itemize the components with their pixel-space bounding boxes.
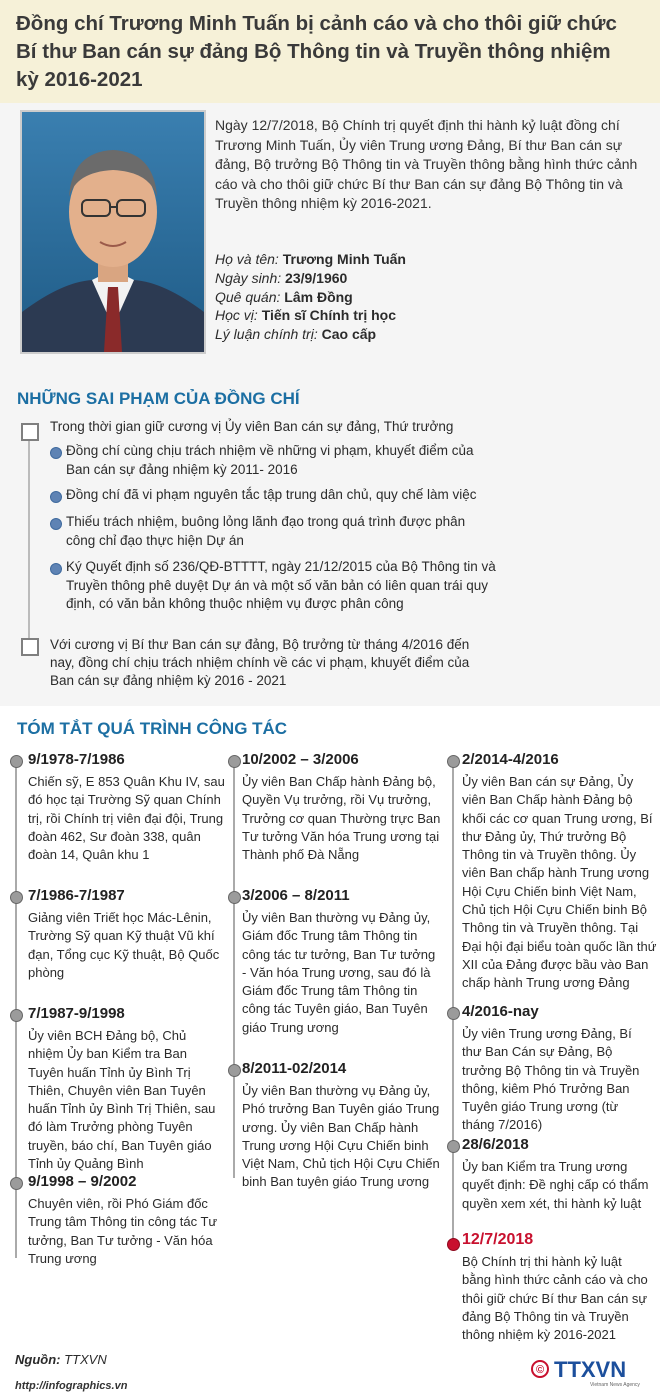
bio-row-birth: Ngày sinh: 23/9/1960	[215, 269, 348, 286]
bullet-icon	[50, 518, 62, 530]
violations-lead-2: Với cương vị Bí thư Ban cán sự đảng, Bộ trưởng từ tháng 4/2016 đến nay, đồng chí chịu trách nhiệm chính về các vi phạm, khuyết điểm của Ban cán sự đảng nhiệm kỳ 2016 - 2021	[50, 637, 470, 688]
career-period: 4/2016-nay	[462, 1003, 539, 1020]
career-entry	[242, 750, 447, 864]
violations-heading: NHỮNG SAI PHẠM CỦA ĐỒNG CHÍ	[17, 389, 300, 408]
career-entry	[28, 1004, 224, 1173]
logo-symbol: ©	[535, 1364, 545, 1376]
timeline-dot-highlight-icon	[447, 1238, 460, 1251]
career-text: Ủy viên Trung ương Đảng, Bí thư Ban Cán sự Đảng, Bộ trưởng Bộ Thông tin và Truyền thông, kiêm Phó Trưởng Ban Tuyên giáo Trung ương (từ tháng 7/2016)	[462, 1026, 640, 1133]
career-period: 3/2006 – 8/2011	[242, 887, 350, 904]
violations-connector-line	[28, 432, 30, 642]
ttxvn-logo	[530, 1353, 650, 1388]
bio-row-hometown: Quê quán: Lâm Đồng	[215, 288, 353, 305]
career-period: 8/2011-02/2014	[242, 1060, 347, 1077]
bullet-icon	[50, 563, 62, 575]
timeline-dot-icon	[447, 1140, 460, 1153]
career-entry	[28, 886, 226, 982]
career-text: Ủy viên Ban thường vụ Đảng ủy, Giám đốc Trung tâm Thông tin công tác tư tưởng, Ban Tư tưởng - Văn hóa Trung ương, sau đó là Giám đốc Trung tâm Thông tin công tác Tuyên giáo, Ban Tuyên giáo Trung ương	[242, 910, 436, 1035]
timeline-dot-icon	[228, 891, 241, 904]
career-text: Bộ Chính trị thi hành kỷ luật bằng hình thức cảnh cáo và cho thôi giữ chức Bí thư Ban cán sự đảng Bộ Thông tin và Truyền thông nhiệm kỳ 2016-2021	[462, 1254, 648, 1343]
timeline-dot-icon	[10, 755, 23, 768]
timeline-dot-icon	[447, 755, 460, 768]
violations-lead-1: Trong thời gian giữ cương vị Ủy viên Ban cán sự đảng, Thứ trưởng	[50, 419, 454, 434]
violation-item: Đồng chí đã vi phạm nguyên tắc tập trung dân chủ, quy chế làm việc	[66, 487, 477, 502]
source-credit: Nguồn: TTXVN	[15, 1352, 107, 1367]
violation-item: Thiếu trách nhiệm, buông lỏng lãnh đạo trong quá trình được phân công chỉ đạo thực hiện Dự án	[66, 514, 466, 548]
career-entry	[242, 1059, 440, 1192]
logo-text: TTXVN	[554, 1357, 627, 1382]
career-text: Ủy viên BCH Đảng bộ, Chủ nhiệm Ủy ban Kiểm tra Ban Tuyên huấn Tỉnh ủy Bình Trị Thiên, Chuyên viên Ban Tuyên huấn Tỉnh ủy Bình Trị Thiên, sau đó làm Trưởng phòng Tuyên truyền, báo chí, Ban Tuyên giáo Tỉnh ủy Quảng Bình	[28, 1028, 216, 1172]
bio-info	[215, 250, 655, 344]
career-period: 9/1978-7/1986	[28, 751, 125, 768]
timeline-dot-icon	[228, 1064, 241, 1077]
bio-row-degree: Học vị: Tiến sĩ Chính trị học	[215, 307, 396, 324]
career-entry-final	[462, 1230, 654, 1344]
career-entry	[242, 886, 442, 1037]
timeline-dot-icon	[10, 1177, 23, 1190]
bullet-icon	[50, 447, 62, 459]
intro-text: Ngày 12/7/2018, Bộ Chính trị quyết định thi hành kỷ luật đồng chí Trương Minh Tuấn, Ủy viên Trung ương Đảng, Bí thư Ban cán sự đảng, Bộ trưởng Bộ Thông tin và Truyền thông bằng hình thức cảnh cáo và cho thôi giữ chức Bí thư Ban cán sự đảng Bộ Thông tin và Truyền thông nhiệm kỳ 2016-2021.	[215, 117, 638, 211]
bio-row-name: Họ và tên: Trương Minh Tuấn	[215, 251, 406, 267]
timeline-dot-icon	[228, 755, 241, 768]
career-period: 10/2002 – 3/2006	[242, 751, 359, 768]
career-text: Giảng viên Triết học Mác-Lênin, Trường Sỹ quan Kỹ thuật Vũ khí đạn, Tổng cục Kỹ thuật, Bộ Quốc phòng	[28, 910, 220, 980]
career-period: 7/1987-9/1998	[28, 1005, 125, 1022]
career-text: Ủy ban Kiểm tra Trung ương quyết định: Đề nghị cấp có thẩm quyền xem xét, thi hành kỷ luật	[462, 1159, 649, 1211]
career-entry	[462, 750, 657, 993]
bio-row-political-theory: Lý luận chính trị: Cao cấp	[215, 326, 377, 343]
career-text: Chiến sỹ, E 853 Quân Khu IV, sau đó học tại Trường Sỹ quan Chính trị, rồi Chính trị viên đại đội, Trung đoàn 462, Sư đoàn 338, quân đoàn 14, Quân khu 1	[28, 774, 225, 863]
timeline-dot-icon	[10, 1009, 23, 1022]
square-marker-icon	[21, 423, 39, 441]
page-title: Đồng chí Trương Minh Tuấn bị cảnh cáo và cho thôi giữ chức Bí thư Ban cán sự đảng Bộ Thông tin và Truyền thông nhiệm kỳ 2016-2021	[16, 12, 617, 91]
career-entry	[462, 1135, 652, 1213]
career-period: 28/6/2018	[462, 1136, 529, 1153]
career-period: 9/1998 – 9/2002	[28, 1173, 137, 1190]
career-period: 2/2014-4/2016	[462, 751, 559, 768]
timeline-line-col2	[233, 758, 235, 1178]
violation-item: Ký Quyết định số 236/QĐ-BTTTT, ngày 21/12/2015 của Bộ Thông tin và Truyền thông phê duyệt Dự án và một số văn bản có liên quan trái quy định, có văn bản không thuộc nhiệm vụ được phân công	[66, 559, 496, 611]
timeline-line-col3	[452, 758, 454, 1248]
career-text: Chuyên viên, rồi Phó Giám đốc Trung tâm Thông tin công tác Tư tưởng, Ban Tư tưởng - Văn hóa Trung ương	[28, 1196, 218, 1266]
timeline-dot-icon	[10, 891, 23, 904]
site-link[interactable]: http://infographics.vn	[15, 1380, 128, 1392]
career-heading: TÓM TẮT QUÁ TRÌNH CÔNG TÁC	[17, 719, 288, 738]
bullet-icon	[50, 491, 62, 503]
career-entry	[28, 750, 228, 864]
square-marker-icon	[21, 638, 39, 656]
career-entry	[462, 1002, 654, 1135]
career-text: Ủy viên Ban cán sự Đảng, Ủy viên Ban Chấp hành Đảng bộ khối các cơ quan Trung ương, Bí thư Đảng ủy, Thứ trưởng Bộ Thông tin và Truyền thông. Ủy viên Ban chấp hành Trung ương Hội Cựu Chiến binh Việt Nam, Chủ tịch Hội Cựu Chiến binh Bộ Thông tin và Truyền thông. Tại Đại hội đại biểu toàn quốc lần thứ XII của Đảng được bầu vào Ban chấp hành Trung ương Đảng	[462, 774, 657, 991]
violation-item: Đồng chí cùng chịu trách nhiệm về những vi phạm, khuyết điểm của Ban cán sự đảng nhiệm kỳ 2011- 2016	[66, 443, 474, 477]
logo-subtext: Vietnam News Agency	[590, 1382, 640, 1388]
portrait-photo	[20, 110, 206, 354]
timeline-dot-icon	[447, 1007, 460, 1020]
career-period-highlight: 12/7/2018	[462, 1231, 534, 1248]
career-period: 7/1986-7/1987	[28, 887, 125, 904]
career-entry	[28, 1172, 228, 1268]
career-text: Ủy viên Ban Chấp hành Đảng bộ, Quyền Vụ trưởng, rồi Vụ trưởng, Trưởng cơ quan Thường trực Ban Tư tưởng Văn hóa Trung ương tại Thành phố Đà Nẵng	[242, 774, 441, 863]
career-text: Ủy viên Ban thường vụ Đảng ủy, Phó trưởng Ban Tuyên giáo Trung ương. Ủy viên Ban Chấp hành Trung ương Hội Cựu Chiến binh Việt Nam, Chủ tịch Hội Cựu Chiến binh Ban tuyên giáo Trung ương	[242, 1083, 440, 1190]
